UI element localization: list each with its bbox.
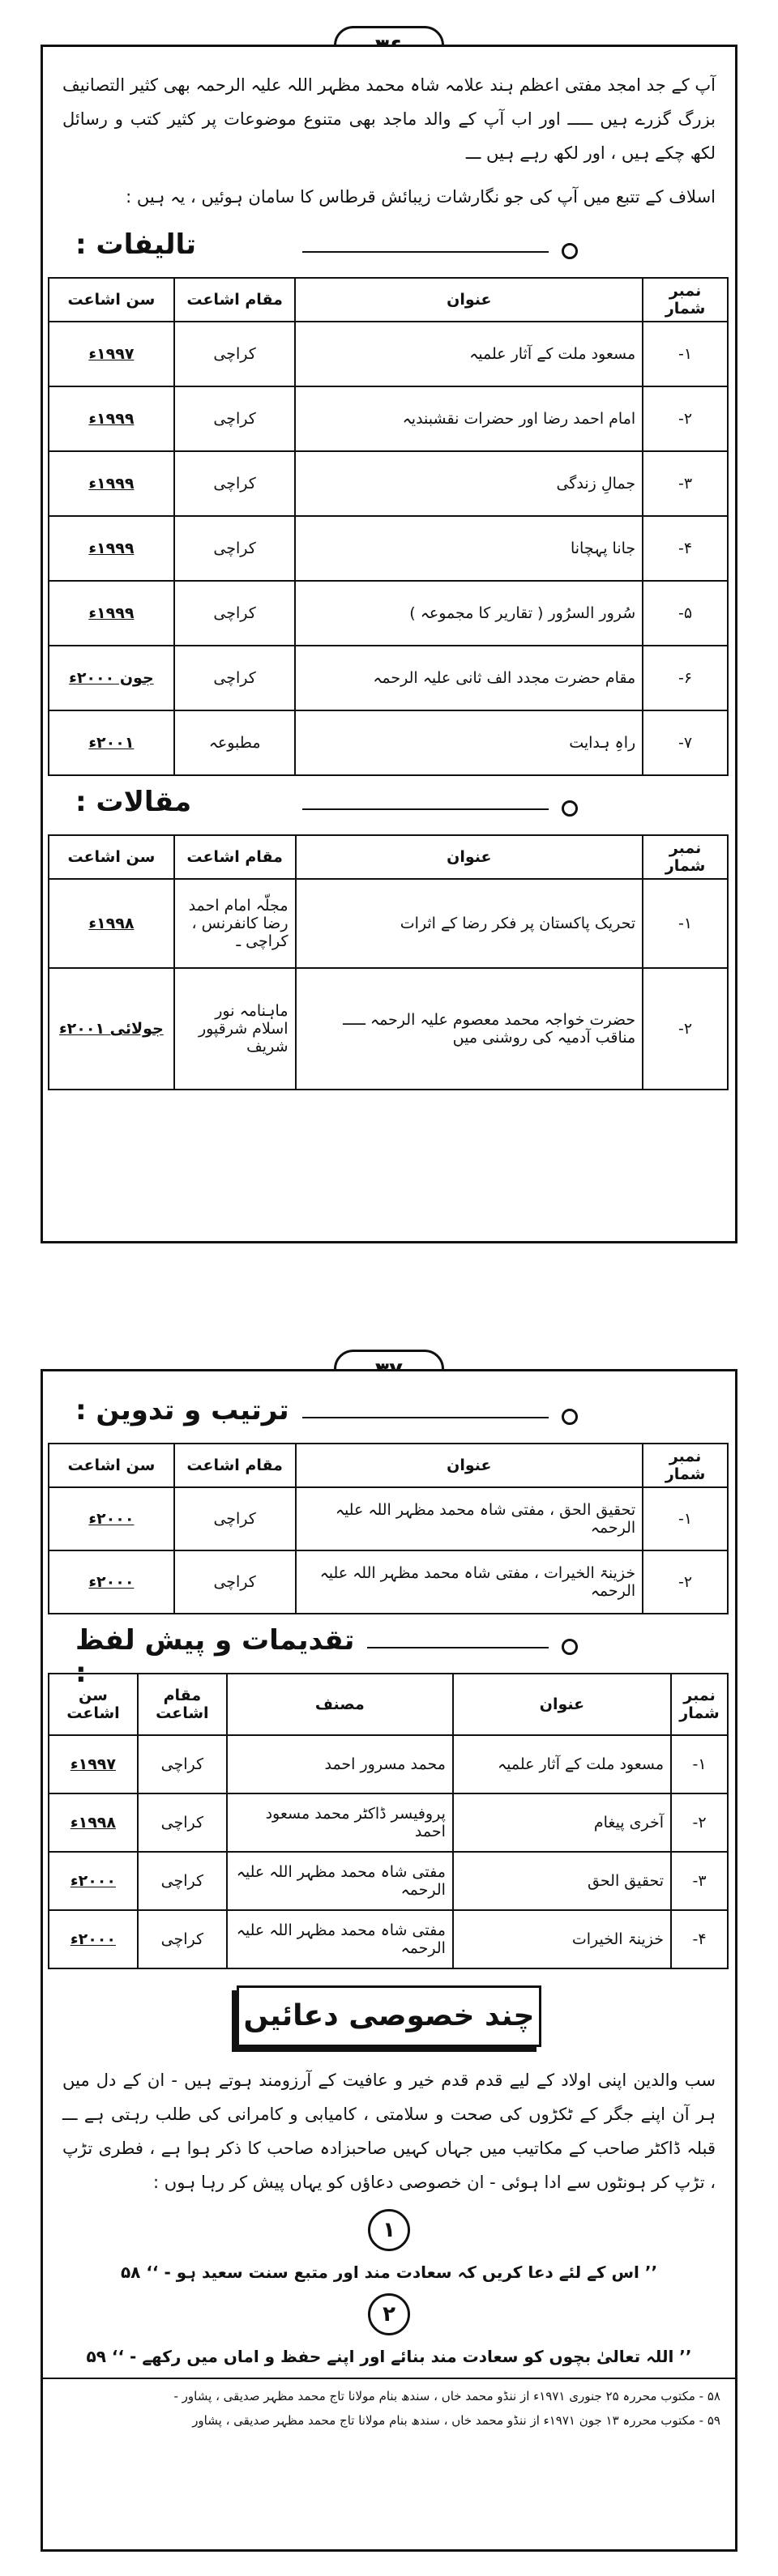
heading-rule (302, 1417, 549, 1418)
row-year: ۱۹۹۷ء (49, 322, 174, 386)
table-row (49, 1793, 728, 1852)
section-heading-taqdimat (59, 1623, 719, 1689)
prayer-quote: ’’ اللہ تعالیٰ بچوں کو سعادت مند بنائے اور اپنے حفظ و اماں میں رکھے - ‘‘ ۵۹ (86, 2347, 692, 2366)
heading-rule (367, 1647, 549, 1648)
column-header: نمبر شمار (643, 278, 728, 322)
row-number: ۳- (671, 1852, 728, 1910)
table-row (49, 516, 728, 581)
row-place: مجلّہ امام احمد رضا کانفرنس ، کراچی ـ (174, 879, 296, 968)
taqdimat-table (48, 1673, 729, 1969)
section-title: تقدیمات و پیش لفظ : (75, 1624, 355, 1689)
row-year: ۱۹۹۹ء (49, 516, 174, 581)
tarteeb-table (48, 1443, 729, 1614)
circled-number: ۱ (368, 2209, 410, 2251)
row-title: حضرت خواجہ محمد معصوم علیہ الرحمہ ـــــ مناقب آدمیہ کی روشنی میں (296, 968, 643, 1090)
row-number: ۲- (643, 968, 728, 1090)
section-title: تالیفات : (75, 228, 197, 261)
row-place: کراچی (174, 322, 296, 386)
row-place: کراچی (138, 1793, 227, 1852)
row-title: خزینۃ الخیرات (453, 1910, 671, 1968)
section-title: مقالات : (75, 786, 192, 818)
table-row (49, 710, 728, 775)
row-year: ۱۹۹۹ء (49, 386, 174, 451)
circle-bullet-icon (562, 1409, 578, 1425)
row-year: ۲۰۰۰ء (49, 1550, 174, 1614)
row-number: ۲- (643, 386, 728, 451)
row-place: کراچی (174, 646, 296, 710)
row-place: کراچی (174, 581, 296, 646)
row-place: کراچی (174, 451, 296, 516)
column-header: سن اشاعت (49, 835, 174, 879)
intro-paragraph: آپ کے جد امجد مفتی اعظم ہند علامہ شاہ محمد مظہر اللہ علیہ الرحمہ بھی کثیر التصانیف بزرگ گزرے ہیں ـــــ اور اب آپ کے والد ماجد بھی متنوع موضوعات پر کثیر کتب و رسائل لکھ چکے ہیں ، اور لکھ رہے ہیں ـــ (62, 75, 716, 163)
column-header: عنوان (295, 278, 643, 322)
row-title: تحریک پاکستان پر فکر رضا کے اثرات (296, 879, 643, 968)
row-place: مطبوعہ (174, 710, 296, 775)
circled-number: ۲ (368, 2293, 410, 2335)
column-header: مصنف (227, 1674, 453, 1735)
section-title: ترتیب و تدوین : (75, 1394, 289, 1427)
row-year: جون ۲۰۰۰ء (49, 646, 174, 710)
prayers-paragraph: سب والدین اپنی اولاد کے لیے قدم قدم خیر و عافیت کے آرزومند ہوتے ہیں - ان کے دل میں ہر آن اپنے جگر کے ٹکڑوں کی صحت و سلامتی ، کامیابی و کامرانی کی طلب رہتی ہے ـــ قبلہ ڈاکٹر صاحب کے مکاتیب میں جہاں کہیں صاحبزادہ صاحب کا ذکر ہوا ہے ، فطری تڑپ ، تڑپ کر ہونٹوں سے ادا ہوئی - ان خصوصی دعاؤں کو یہاں پیش کر رہا ہوں : (62, 2071, 716, 2192)
row-place: کراچی (138, 1735, 227, 1793)
section-heading-maqalat (59, 784, 719, 830)
row-title: سُرور السرُور ( تقاریر کا مجموعہ ) (295, 581, 643, 646)
column-header: مقام اشاعت (174, 1444, 296, 1487)
table-row (49, 322, 728, 386)
column-header: سن اشاعت (49, 278, 174, 322)
footnote: ۵۹ - مکتوب محررہ ۱۳ جون ۱۹۷۱ء از ننڈو محمد خاں ، سندھ بنام مولانا تاج محمد مظہر صدیقی ، پشاور (192, 2413, 720, 2428)
footnote: ۵۸ - مکتوب محررہ ۲۵ جنوری ۱۹۷۱ء از ننڈو محمد خاں ، سندھ بنام مولانا تاج محمد مظہر صدیقی ، پشاور - (173, 2389, 720, 2403)
table-row (49, 581, 728, 646)
row-author: مفتی شاہ محمد مظہر اللہ علیہ الرحمہ (227, 1910, 453, 1968)
section-heading-tarteeb (59, 1392, 719, 1438)
table-row (49, 879, 728, 968)
page-36 (41, 45, 737, 1243)
row-place: کراچی (174, 516, 296, 581)
row-number: ۴- (671, 1910, 728, 1968)
column-header: مقام اشاعت (174, 835, 296, 879)
table-row (49, 386, 728, 451)
row-place: ماہنامہ نور اسلام شرقپور شریف (174, 968, 296, 1090)
heading-rule (302, 808, 549, 810)
column-header: نمبر شمار (643, 1444, 728, 1487)
row-place: کراچی (174, 1550, 296, 1614)
row-title: جانا پہچانا (295, 516, 643, 581)
circle-bullet-icon (562, 1639, 578, 1655)
page-37 (41, 1369, 737, 2552)
column-header: عنوان (296, 835, 643, 879)
row-author: محمد مسرور احمد (227, 1735, 453, 1793)
column-header: نمبر شمار (671, 1674, 728, 1735)
row-year: ۲۰۰۰ء (49, 1852, 138, 1910)
row-number: ۷- (643, 710, 728, 775)
row-title: تحقیق الحق ، مفتی شاہ محمد مظہر اللہ علیہ الرحمہ (296, 1487, 643, 1550)
row-title: راہِ ہدایت (295, 710, 643, 775)
heading-rule (302, 251, 549, 253)
column-header: نمبر شمار (643, 835, 728, 879)
row-author: مفتی شاہ محمد مظہر اللہ علیہ الرحمہ (227, 1852, 453, 1910)
column-header: مقام اشاعت (138, 1674, 227, 1735)
row-number: ۵- (643, 581, 728, 646)
column-header: سن اشاعت (49, 1444, 174, 1487)
table-row (49, 1910, 728, 1968)
talifat-table (48, 277, 729, 776)
circle-bullet-icon (562, 800, 578, 817)
row-number: ۱- (643, 322, 728, 386)
row-title: مسعود ملت کے آثار علمیہ (295, 322, 643, 386)
column-header: سن اشاعت (49, 1674, 138, 1735)
column-header: عنوان (453, 1674, 671, 1735)
row-year: ۱۹۹۸ء (49, 1793, 138, 1852)
row-title: خزینۃ الخیرات ، مفتی شاہ محمد مظہر اللہ علیہ الرحمہ (296, 1550, 643, 1614)
lead-paragraph: اسلاف کے تتبع میں آپ کی جو نگارشات زیبائش قرطاس کا سامان ہوئیں ، یہ ہیں : (126, 187, 716, 207)
column-header: مقام اشاعت (174, 278, 296, 322)
table-row (49, 646, 728, 710)
row-place: کراچی (138, 1852, 227, 1910)
row-title: آخری پیغام (453, 1793, 671, 1852)
row-year: ۱۹۹۹ء (49, 451, 174, 516)
row-number: ۳- (643, 451, 728, 516)
table-row (49, 1550, 728, 1614)
row-title: مقام حضرت مجدد الف ثانی علیہ الرحمہ (295, 646, 643, 710)
footnotes (43, 2378, 735, 2437)
row-number: ۲- (643, 1550, 728, 1614)
row-year: ۱۹۹۹ء (49, 581, 174, 646)
row-place: کراچی (138, 1910, 227, 1968)
row-year: جولائی ۲۰۰۱ء (49, 968, 174, 1090)
prayer-quote: ’’ اس کے لئے دعا کریں کہ سعادت مند اور متبع سنت سعید ہو - ‘‘ ۵۸ (120, 2263, 658, 2282)
row-number: ۲- (671, 1793, 728, 1852)
maqalat-table (48, 834, 729, 1090)
table-row (49, 968, 728, 1090)
row-title: جمالِ زندگی (295, 451, 643, 516)
row-year: ۲۰۰۰ء (49, 1910, 138, 1968)
row-title: مسعود ملت کے آثار علمیہ (453, 1735, 671, 1793)
row-year: ۲۰۰۱ء (49, 710, 174, 775)
row-author: پروفیسر ڈاکٹر محمد مسعود احمد (227, 1793, 453, 1852)
row-title: امام احمد رضا اور حضرات نقشبندیہ (295, 386, 643, 451)
row-number: ۶- (643, 646, 728, 710)
row-number: ۱- (671, 1735, 728, 1793)
section-heading-talifat (59, 227, 719, 272)
circle-bullet-icon (562, 243, 578, 259)
table-row (49, 1487, 728, 1550)
row-number: ۱- (643, 879, 728, 968)
row-place: کراچی (174, 386, 296, 451)
table-row (49, 451, 728, 516)
row-number: ۱- (643, 1487, 728, 1550)
table-row (49, 1735, 728, 1793)
row-place: کراچی (174, 1487, 296, 1550)
prayers-box-title: چند خصوصی دعائیں (237, 1985, 541, 2047)
row-year: ۱۹۹۷ء (49, 1735, 138, 1793)
row-year: ۱۹۹۸ء (49, 879, 174, 968)
row-number: ۴- (643, 516, 728, 581)
table-row (49, 1852, 728, 1910)
column-header: عنوان (296, 1444, 643, 1487)
row-year: ۲۰۰۰ء (49, 1487, 174, 1550)
row-title: تحقیق الحق (453, 1852, 671, 1910)
